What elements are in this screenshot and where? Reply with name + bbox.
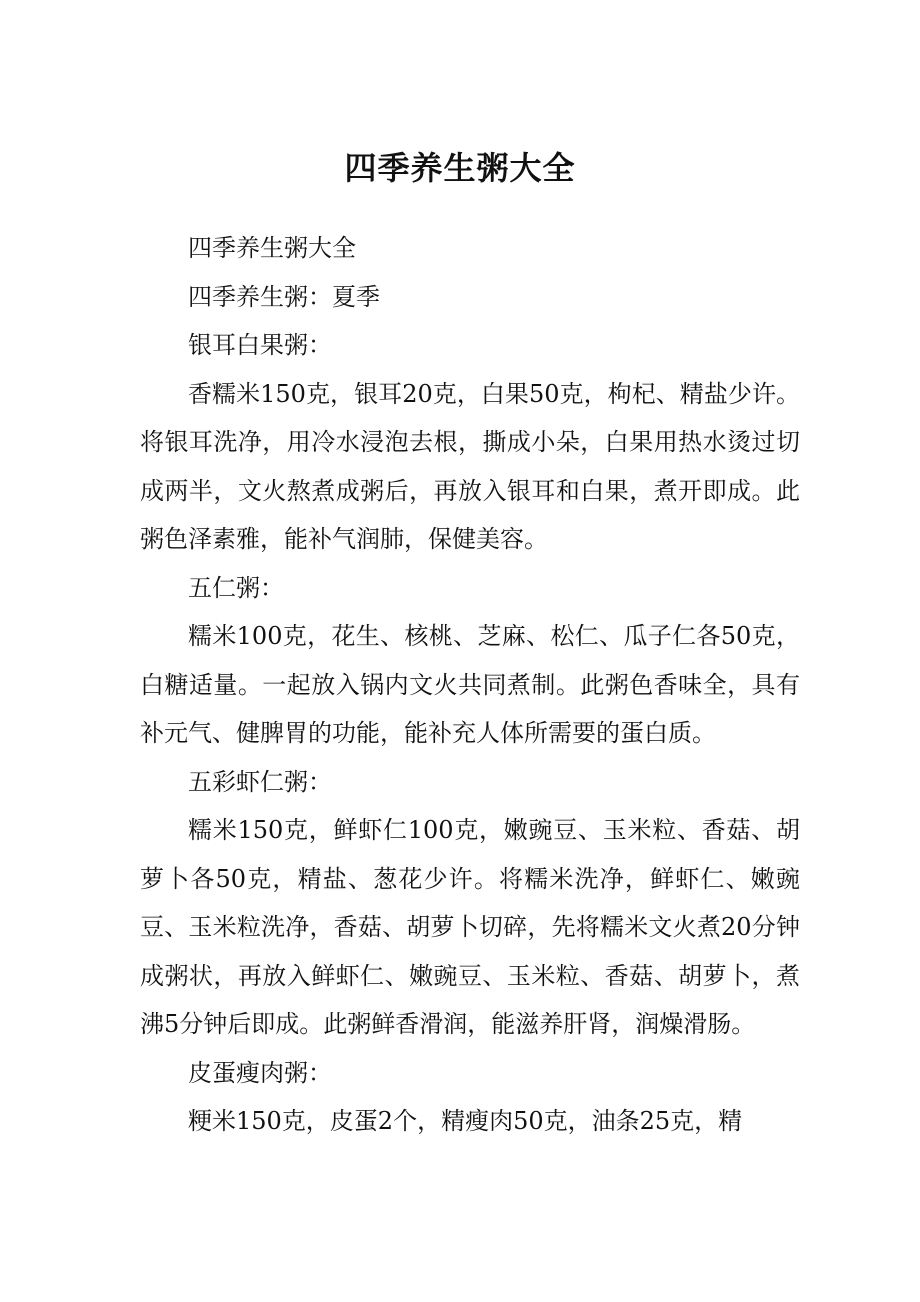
paragraph-recipe-title: 五仁粥： [188,573,284,602]
paragraph-season: 四季养生粥：夏季 [188,282,380,311]
paragraph-recipe-title: 银耳白果粥： [188,331,332,359]
paragraph-recipe-title: 五彩虾仁粥： [188,767,332,796]
document-title: 四季养生粥大全 [344,149,576,187]
paragraph-recipe-body: 糯米150克，鲜虾仁100克，嫩豌豆、玉米粒、香菇、胡萝卜各50克，精盐、葱花少许。将糯米洗净，鲜虾仁、嫩豌豆、玉米粒洗净，香菇、胡萝卜切碎，先将糯米文火煮20分钟成粥状，再放入鲜虾仁、嫩豌豆、玉米粒、香菇、胡萝卜，煮沸5分钟后即成。此粥鲜香滑润，能滋养肝肾，润燥滑肠。 [140,816,800,1038]
paragraph-heading: 四季养生粥大全 [188,234,356,262]
paragraph-recipe-title: 皮蛋瘦肉粥： [188,1058,332,1087]
document-body [140,224,800,1146]
paragraph-recipe-body: 香糯米150克，银耳20克，白果50克，枸杞、精盐少许。将银耳洗净，用冷水浸泡去根，撕成小朵，白果用热水烫过切成两半，文火熬煮成粥后，再放入银耳和白果，煮开即成。此粥色泽素雅，能补气润肺，保健美容。 [140,379,800,553]
paragraph-recipe-body: 糯米100克，花生、核桃、芝麻、松仁、瓜子仁各50克，白糖适量。一起放入锅内文火共同煮制。此粥色香味全，具有补元气、健脾胃的功能，能补充人体所需要的蛋白质。 [140,622,800,747]
paragraph-recipe-body: 粳米150克，皮蛋2个，精瘦肉50克，油条25克，精 [188,1107,743,1135]
